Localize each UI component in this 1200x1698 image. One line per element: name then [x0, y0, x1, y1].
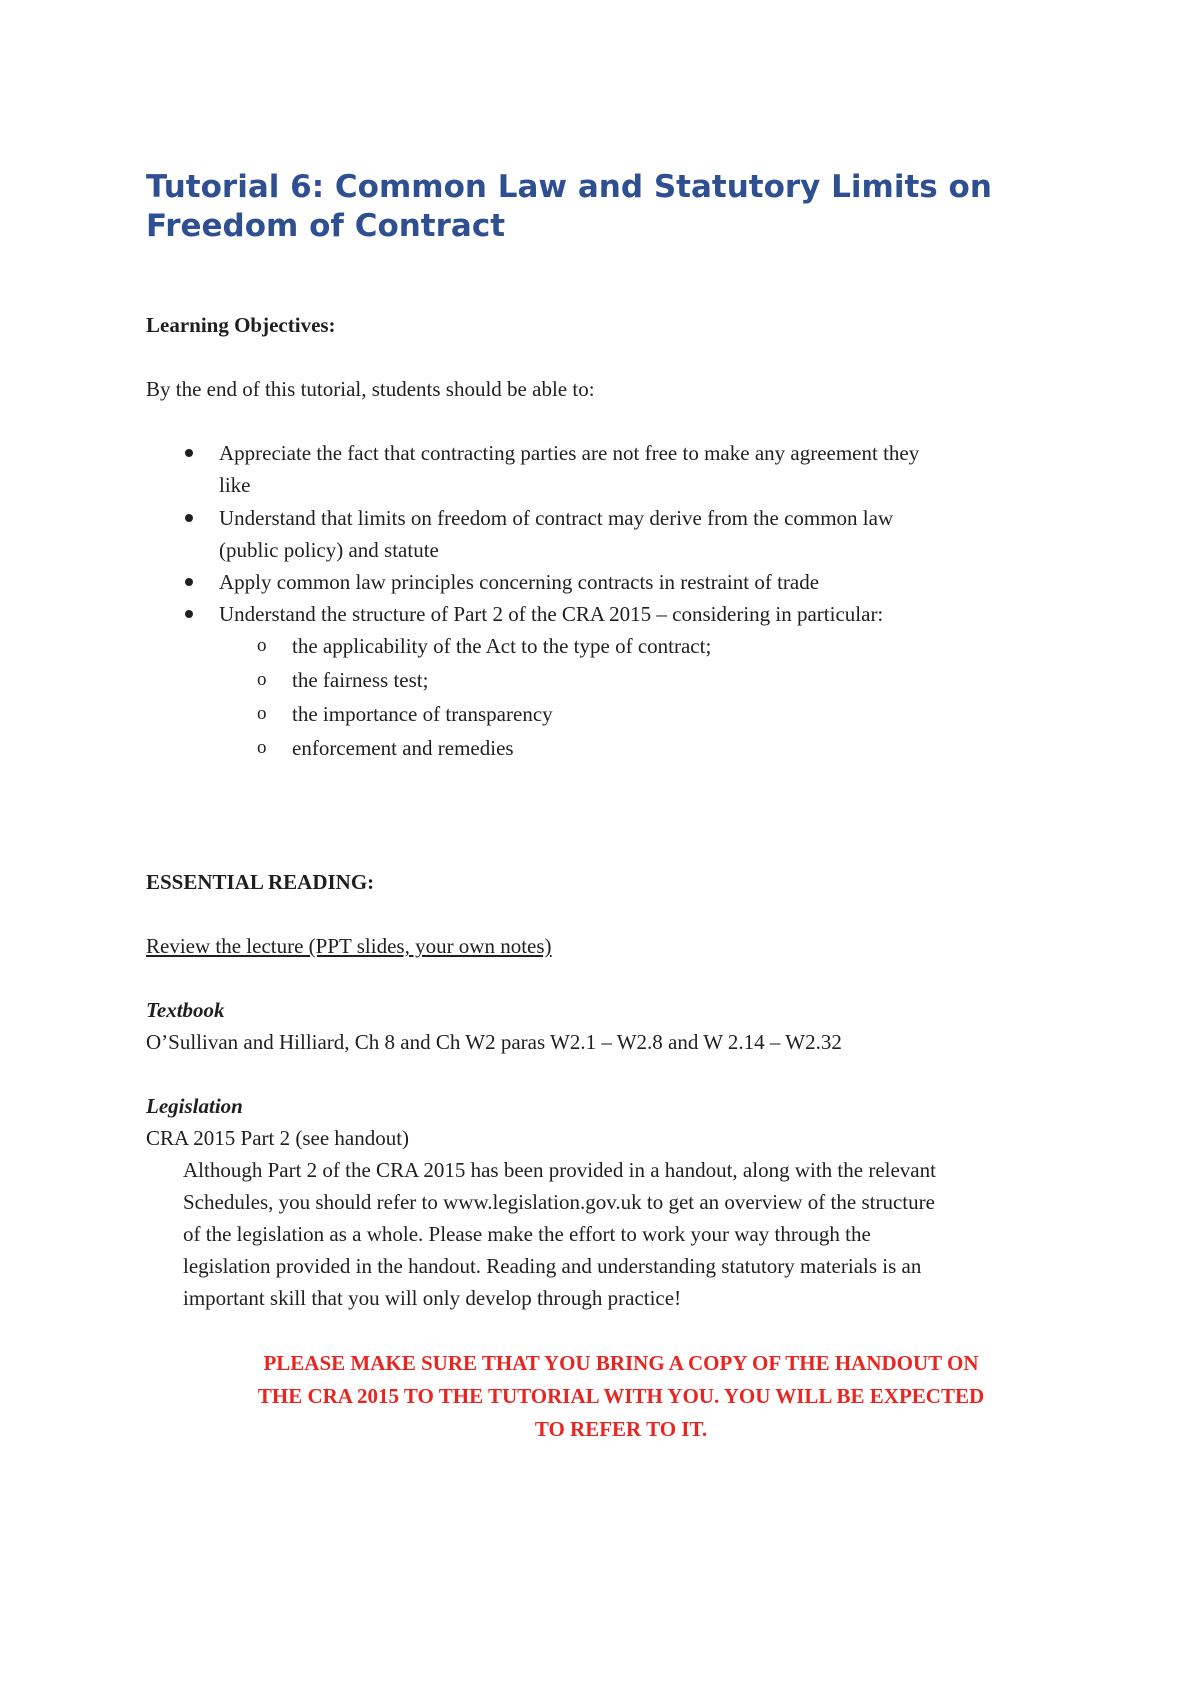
notice-line-2: THE CRA 2015 TO THE TUTORIAL WITH YOU. YOU WILL BE EXPECTED — [257, 1384, 985, 1408]
legislation-heading: Legislation — [146, 1094, 243, 1118]
bullet-3-line-1: Apply common law principles concerning contracts in restraint of trade — [219, 570, 820, 594]
sub-bullet-circle-icon: o — [257, 737, 267, 758]
review-lecture-line: Review the lecture (PPT slides, your own notes) — [146, 934, 552, 958]
legislation-para-line-1: Although Part 2 of the CRA 2015 has been provided in a handout, along with the relevant — [183, 1158, 936, 1182]
title-line-1: Tutorial 6: Common Law and Statutory Limits on — [146, 169, 992, 205]
legislation-para-line-2: Schedules, you should refer to www.legislation.gov.uk to get an overview of the structure — [183, 1190, 935, 1214]
essential-reading-heading: ESSENTIAL READING: — [146, 870, 375, 894]
bullet-2-line-2: (public policy) and statute — [219, 538, 439, 562]
bullet-dot-icon — [185, 578, 193, 586]
bullet-dot-icon — [185, 514, 193, 522]
intro-text: By the end of this tutorial, students should be able to: — [146, 377, 595, 401]
page-title — [146, 168, 1086, 246]
legislation-para-line-3: of the legislation as a whole. Please make the effort to work your way through the — [183, 1222, 871, 1246]
bullet-4-line-1: Understand the structure of Part 2 of the CRA 2015 – considering in particular: — [219, 602, 884, 626]
objectives-heading: Learning Objectives: — [146, 313, 336, 337]
sub-bullet-circle-icon: o — [257, 703, 267, 724]
bullet-2-line-1: Understand that limits on freedom of contract may derive from the common law — [219, 506, 894, 530]
bullet-dot-icon — [185, 610, 193, 618]
textbook-reference: O’Sullivan and Hilliard, Ch 8 and Ch W2 paras W2.1 – W2.8 and W 2.14 – W2.32 — [146, 1030, 842, 1054]
bullet-1-line-1: Appreciate the fact that contracting parties are not free to make any agreement they — [219, 441, 920, 465]
sub-bullet-circle-icon: o — [257, 635, 267, 656]
bullet-dot-icon — [185, 449, 193, 457]
bullet-1-line-2: like — [219, 473, 251, 497]
sub-bullet-2: the fairness test; — [292, 668, 429, 692]
sub-bullet-circle-icon: o — [257, 669, 267, 690]
legislation-para-line-5: important skill that you will only develop through practice! — [183, 1286, 682, 1310]
sub-bullet-4: enforcement and remedies — [292, 736, 514, 760]
legislation-reference: CRA 2015 Part 2 (see handout) — [146, 1126, 410, 1150]
notice-line-1: PLEASE MAKE SURE THAT YOU BRING A COPY OF THE HANDOUT ON — [263, 1351, 979, 1375]
legislation-para-line-4: legislation provided in the handout. Reading and understanding statutory materials is an — [183, 1254, 922, 1278]
title-line-2: Freedom of Contract — [146, 208, 506, 244]
notice-line-3: TO REFER TO IT. — [534, 1417, 708, 1441]
textbook-heading: Textbook — [146, 998, 225, 1022]
sub-bullet-3: the importance of transparency — [292, 702, 553, 726]
sub-bullet-1: the applicability of the Act to the type of contract; — [292, 634, 712, 658]
handout-notice — [146, 1347, 1096, 1446]
